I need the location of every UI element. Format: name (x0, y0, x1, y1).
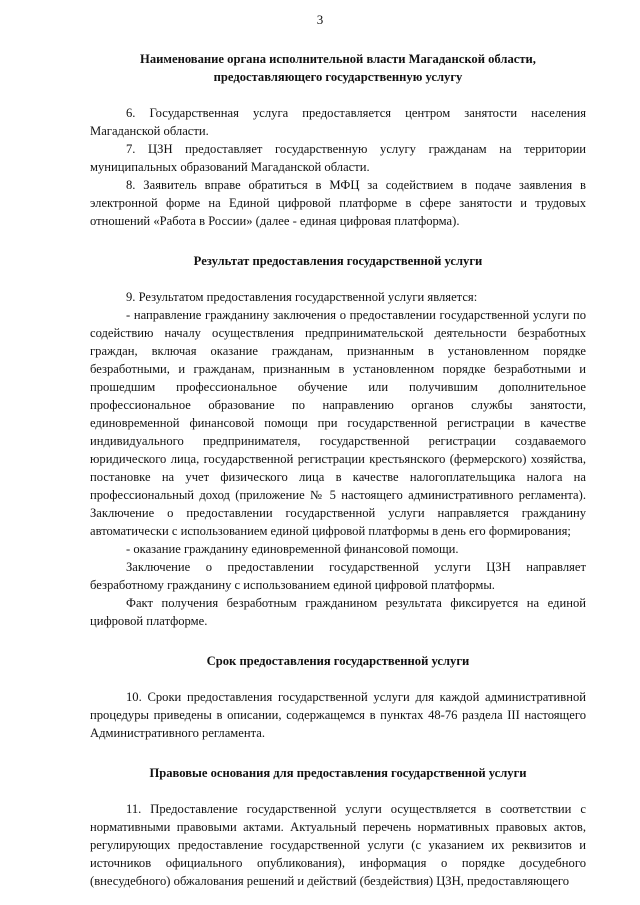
section-term (90, 652, 586, 742)
document-body (90, 50, 586, 890)
page-number: 3 (316, 12, 324, 27)
paragraph: Заключение о предоставлении государственной услуги ЦЗН направляет безработному гражданину с использованием единой цифровой платформы. (90, 560, 586, 592)
section-authority (90, 50, 586, 230)
paragraph: 11. Предоставление государственной услуги осуществляется в соответствии с нормативными правовыми актами. Актуальный перечень нормативных правовых актов, регулирующих предоставление государственной услуги (с указанием их реквизитов и источников официального опубликования), информация о порядке досудебного (внесудебного) обжалования решений и действий (бездействия) ЦЗН, предоставляющего (90, 802, 586, 888)
paragraph: 9. Результатом предоставления государственной услуги является: (126, 290, 478, 304)
paragraph: 10. Сроки предоставления государственной услуги для каждой административной процедуры приведены в описании, содержащемся в пунктах 48-76 раздела III настоящего Административного регламента. (90, 690, 586, 740)
paragraph: Факт получения безработным гражданином результата фиксируется на единой цифровой платформе. (90, 596, 586, 628)
section-heading: Наименование органа исполнительной власти Магаданской области, предоставляющего государственную услугу (140, 52, 536, 84)
paragraph: - оказание гражданину единовременной финансовой помощи. (126, 542, 459, 556)
section-result (90, 252, 586, 630)
paragraph: 8. Заявитель вправе обратиться в МФЦ за содействием в подаче заявления в электронной форме на Единой цифровой платформе в сфере занятости и трудовых отношений «Работа в России» (далее - единая цифровая платформа). (90, 178, 586, 228)
paragraph: - направление гражданину заключения о предоставлении государственной услуги по содействию началу осуществления предпринимательской деятельности безработных граждан, включая оказание гражданам, признанным в установленном порядке безработными, и гражданам, признанным в установленном порядке безработными и прошедшим профессиональное обучение или получившим дополнительное профессиональное образование по направлению органов службы занятости, единовременной финансовой помощи при государственной регистрации в качестве индивидуального предпринимателя, государственной регистрации создаваемого юридического лица, государственной регистрации крестьянского (фермерского) хозяйства, постановке на учет физического лица в качестве налогоплательщика налога на профессиональный доход (приложение № 5 настоящего административного регламента). Заключение о предоставлении государственной услуги направляется гражданину автоматически с использованием единой цифровой платформы в день его формирования; (90, 308, 586, 538)
section-heading: Правовые основания для предоставления государственной услуги (149, 766, 527, 780)
paragraph: 7. ЦЗН предоставляет государственную услугу гражданам на территории муниципальных образований Магаданской области. (90, 142, 586, 174)
section-legal-basis (90, 764, 586, 890)
section-heading: Результат предоставления государственной услуги (193, 254, 483, 268)
section-heading: Срок предоставления государственной услуги (206, 654, 470, 668)
paragraph: 6. Государственная услуга предоставляется центром занятости населения Магаданской области. (90, 106, 586, 138)
